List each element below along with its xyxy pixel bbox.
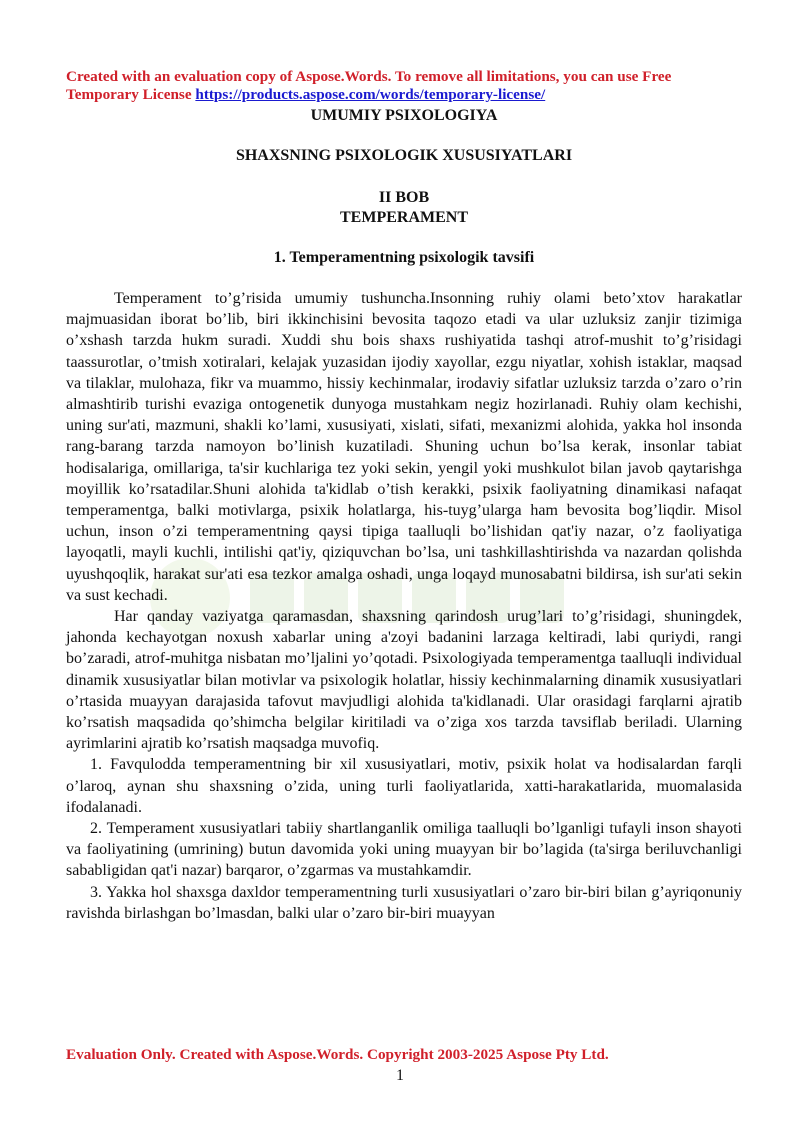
body-paragraph: Har qanday vaziyatga qaramasdan, shaxsning qarindosh urug’lari to’g’risidagi, shuningdek, jahonda kechayotgan noxush xabarlar uning a'zoyi badanini larzaga keltiradi, labi quriydi, rangi bo’zaradi, atrof-muhitga nisbatan mo’ljalini yo’qotadi. Psixologiyada temperamentga taalluqli individual dinamik xususiyatlar bilan motivlar va psixologik holatlar, hissiy kechinmalarning dinamik xususiyatlari o’rtasida muayyan darajasida tafovut mavjudligi alohida ta'kidlanadi. Ular orasidagi farqlarni ajratib ko’rsatish maqsadida qo’shimcha belgilar kiritiladi va o’ziga xos tarzda tavsiflab beriladi. Ularning ayrimlarini ajratib ko’rsatish maqsadga muvofiq.: [66, 608, 742, 753]
body-paragraph: Temperament to’g’risida umumiy tushuncha.Insonning ruhiy olami beto’xtov harakatlar majmuasidan iborat bo’lib, biri ikkinchisini bevosita taqozo etadi va ular uzluksiz zanjir tizimiga o’xshash tarzda hukm suradi. Xuddi shu bois shaxs rushiyatida tashqi atrof-mushit to’g’risidagi taassurotlar, o’tmish xotiralari, kelajak yuzasidan ijodiy xayollar, ezgu niyatlar, xohish istaklar, maqsad va tilaklar, mulohaza, fikr va muammo, hissiy kechinmalar, irodaviy sifatlar uzluksiz tarzda o’zaro o’rin almashtirib turishi evaziga ontogenetik dunyoga mustahkam negiz hozirlanadi. Ruhiy olam kechishi, uning sur'ati, mazmuni, shakli ko’lami, xususiyati, xislati, sifati, mexanizmi alohida, yakka hol insonda rang-barang tarzda namoyon bo’linish kuzatiladi. Shuning uchun bo’lsa kerak, insonlar tabiat hodisalariga, omillariga, ta'sir kuchlariga tez yoki sekin, yengil yoki mushkulot bilan javob qaytarishga moyillik ko’rsatadilar.Shuni alohida ta'kidlab o’tish kerakki, psixik faoliyatning dinamikasi nafaqat temperamentga, balki motivlarga, psixik holatlarga, his-tuyg’ularga ham bevosita bog’liqdir. Misol uchun, inson o’zi temperamentning qaysi tipiga taalluqli bo’lishidan qat'iy nazar, o’z faoliyatiga layoqatli, mayli kuchli, intilishi qat'iy, qiziquvchan bo’lsa, uni tashkillashtirishda va nazardan qolishda uyushqoqlik, harakat sur'ati esa tezkor amalga oshadi, unga loqayd munosabatni bildirsa, ish sur'ati sekin va sust kechadi.: [66, 290, 742, 604]
evaluation-banner-text: Created with an evaluation copy of Aspose.Words. To remove all limitations, you can use Free Temporary License: [66, 68, 672, 103]
document-subtitle: SHAXSNING PSIXOLOGIK XUSUSIYATLARI: [235, 147, 573, 164]
chapter-number: II BOB: [378, 189, 430, 206]
page-number: 1: [396, 1067, 404, 1084]
document-page: [66, 68, 742, 924]
list-item: 2. Temperament xususiyatlari tabiiy shartlanganlik omiliga taalluqli bo’lganligi tufayli inson shayoti va faoliyatining (umrining) butun davomida yoki uning muayyan bir bo’lagida (ta'sirga beriluvchanligi sababligidan qat'i nazar) barqaror, o’zgarmas va mustahkamdir.: [66, 820, 742, 880]
section-title: 1. Temperamentning psixologik tavsifi: [273, 249, 535, 266]
list-item: 3. Yakka hol shaxsga daxldor temperamentning turli xususiyatlari o’zaro bir-biri bilan g’ayriqonuniy ravishda birlashgan bo’lmasdan, balki ular o’zaro bir-biri muayyan: [66, 883, 742, 922]
evaluation-banner: [66, 68, 742, 104]
document-title: UMUMIY PSIXOLOGIYA: [310, 107, 498, 124]
chapter-title: TEMPERAMENT: [340, 209, 468, 226]
list-item: 1. Favqulodda temperamentning bir xil xususiyatlari, motiv, psixik holat va hodisalardan farqli o’laroq, aynan shu shaxsning o’zida, uning turli faoliyatlarida, xatti-harakatlarida, muomalasida ifodalanadi.: [66, 756, 742, 816]
temporary-license-link[interactable]: https://products.aspose.com/words/temporary-license/: [195, 86, 546, 103]
evaluation-footer: Evaluation Only. Created with Aspose.Words. Copyright 2003-2025 Aspose Pty Ltd.: [66, 1046, 609, 1063]
